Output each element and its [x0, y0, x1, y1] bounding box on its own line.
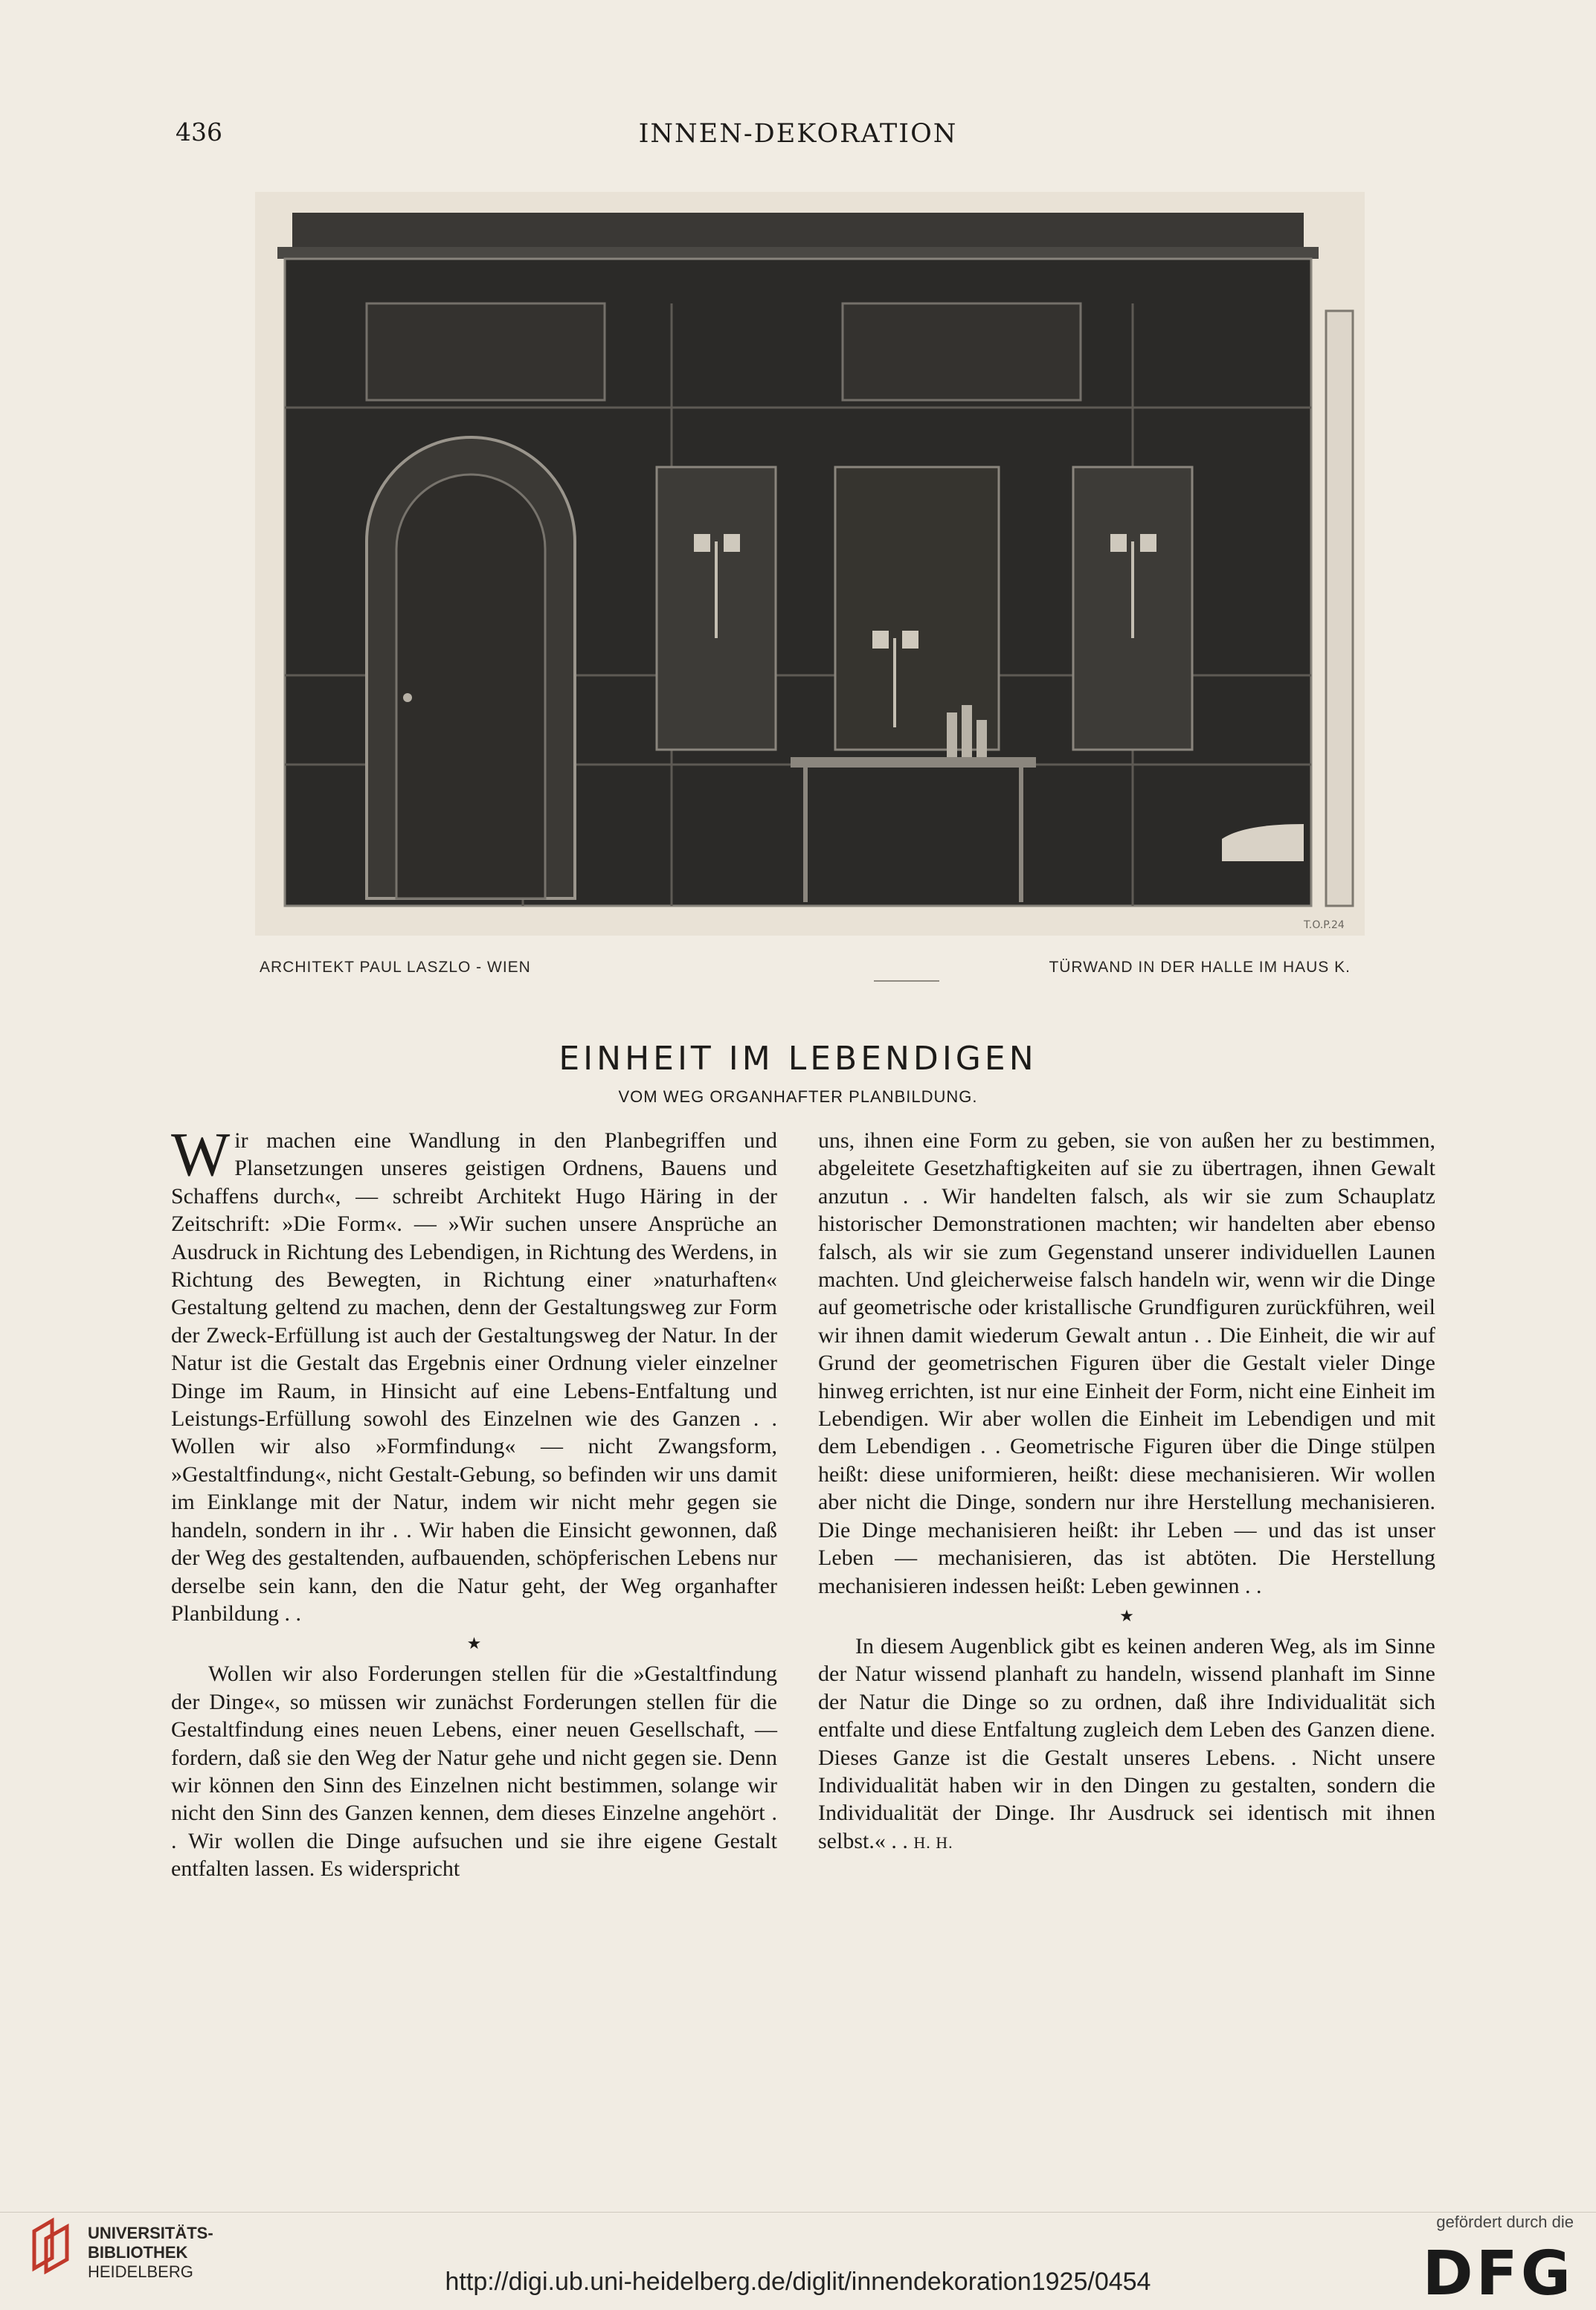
page-number: 436: [176, 118, 222, 147]
source-url[interactable]: http://digi.ub.uni-heidelberg.de/diglit/innendekoration1925/0454: [445, 2268, 1151, 2296]
caption-title: TÜRWAND IN DER HALLE IM HAUS K.: [1049, 959, 1351, 976]
funding-label: gefördert durch die: [1436, 2213, 1574, 2231]
running-title: INNEN-DEKORATION: [638, 119, 958, 149]
section-star: ★: [1119, 1606, 1134, 1625]
article-subtitle: VOM WEG ORGANHAFTER PLANBILDUNG.: [618, 1087, 978, 1106]
author-signature: H. H.: [913, 1833, 953, 1852]
dfg-logo: DFG: [1422, 2239, 1574, 2309]
article-title: EINHEIT IM LEBENDIGEN: [559, 1040, 1037, 1078]
paragraph: In diesem Augenblick gibt es keinen anderen Weg, als im Sinne der Natur wissend planhaft zu handeln, wissend planhaft im Sinne der Natur die Dinge so zu ordnen, daß ihre Individualität sich entfalte und diese Entfaltung zugleich dem Leben des Ganzen diene. Dieses Ganze ist die Gestalt unseres Lebens. . Nicht unsere Individualität haben wir in den Dingen zu gestalten, sondern die Individualität der Dinge. Ihr Ausdruck sei identisch mit ihnen selbst.« . . H. H.: [818, 1633, 1435, 1853]
text-column-right: [818, 1127, 1435, 1856]
footer-divider: [0, 2212, 1596, 2213]
drop-cap: W: [171, 1120, 231, 1189]
library-name: UNIVERSITÄTS- BIBLIOTHEK HEIDELBERG: [88, 2224, 213, 2281]
section-star: ★: [466, 1634, 482, 1653]
illustration-plate: [255, 192, 1365, 936]
wall-illustration: [255, 192, 1365, 936]
caption-rule: [874, 980, 939, 982]
paragraph: uns, ihnen eine Form zu geben, sie von außen her zu bestimmen, abgeleitete Gesetzhaftigkeiten auf sie zu übertragen, ihnen Gewalt anzutun . . Wir handelten falsch, als wir sie zum Schauplatz historischer Demonstrationen machten; wir handelten aber ebenso falsch, als wir sie zum Gegenstand unserer individuellen Launen machten. Und gleicherweise falsch handeln wir, wenn wir die Dinge auf geometrische oder kristallische Grundfiguren zurückführen, weil wir ihnen damit wiederum Gewalt antun . . Die Einheit, die wir auf Grund der geometrischen Figuren über die Gestalt vieler Dinge hinweg errichten, ist nur eine Einheit der Form, nicht eine Einheit im Lebendigen. Wir aber wollen die Einheit im Lebendigen und mit dem Lebendigen . . Geometrische Figuren über die Dinge stülpen heißt: diese uniformieren, heißt: diese mechanisieren. Wir wollen aber nicht die Dinge, sondern nur ihre Herstellung mechanisieren. Die Dinge mechanisieren heißt: ihr Leben — und das ist unser Leben — mechanisieren, das ist abtöten. Die Herstellung mechanisieren indessen heißt: Leben gewinnen . .: [818, 1128, 1435, 1598]
caption-architect: ARCHITEKT PAUL LASZLO - WIEN: [260, 959, 531, 976]
paragraph: Wir machen eine Wandlung in den Planbegriffen und Plansetzungen unseres geistigen Ordnens, Bauens und Schaffens durch«, — schreibt Architekt Hugo Häring in der Zeitschrift: »Die Form«. — »Wir suchen unsere Ansprüche an Ausdruck in Richtung des Lebendigen, in Richtung des Werdens, in Richtung des Bewegten, in Richtung einer »naturhaften« Gestaltung geltend zu machen, denn der Gestaltungsweg zur Form der Zweck-Erfüllung ist auch der Gestaltungsweg der Natur. In der Natur ist die Gestalt das Ergebnis einer Ordnung vieler einzelner Dinge im Raum, in Hinsicht auf eine Lebens-Entfaltung und Leistungs-Erfüllung sowohl des Einzelnen wie des Ganzen . . Wollen wir also »Formfindung« — nicht Zwangsform, »Gestaltfindung«, nicht Gestalt-Gebung, so befinden wir uns damit im Einklange mit der Natur, indem wir nicht mehr gegen sie handeln, sondern in ihr . . Wir haben die Einsicht gewonnen, daß der Weg des gestaltenden, aufbauenden, schöpferischen Lebens nur derselbe sein kann, den die Natur geht, der Weg organhafter Planbildung . .: [171, 1120, 777, 1626]
paragraph: Wollen wir also Forderungen stellen für die »Gestaltfindung der Dinge«, so müssen wir zunächst Forderungen stellen für die Gestaltfindung eines neuen Lebens, einer neuen Gesellschaft, — fordern, daß sie den Weg der Natur gehe und nicht gegen sie. Denn wir können den Sinn des Einzelnen nicht bestimmen, solange wir nicht den Sinn des Ganzen kennen, dem dieses Einzelne angehört . . Wir wollen die Dinge aufsuchen und sie ihre eigene Gestalt entfalten lassen. Es widerspricht: [171, 1661, 777, 1882]
svg-text:T.O.P.24: T.O.P.24: [1304, 919, 1345, 931]
text-column-left: [171, 1120, 777, 1883]
